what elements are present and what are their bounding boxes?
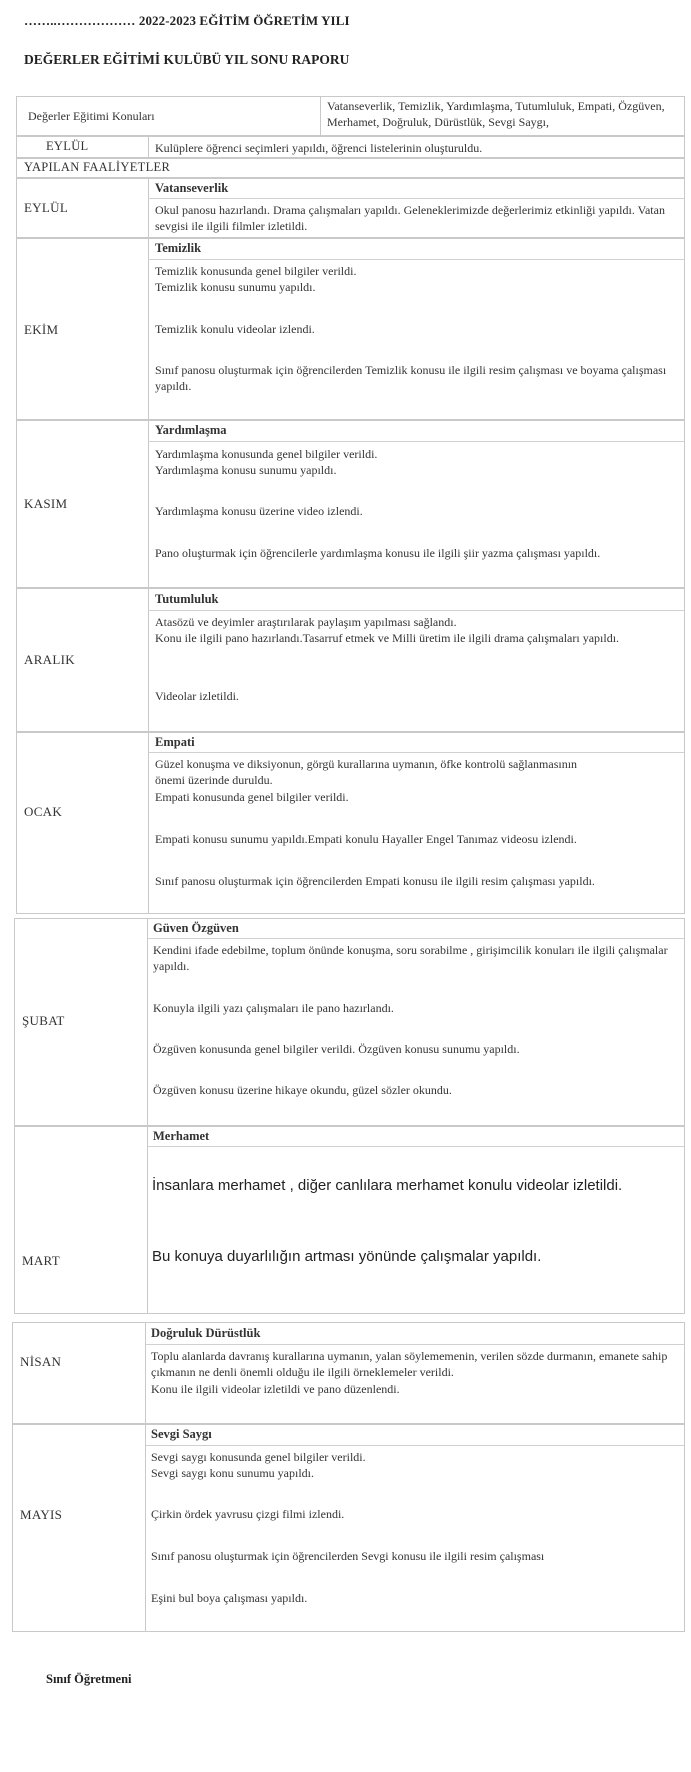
- activity-text: Bu konuya duyarlılığın artması yönünde çalışmalar yapıldı.: [152, 1248, 542, 1265]
- activity-text: Sevgi saygı konusunda genel bilgiler verildi.: [151, 1450, 366, 1464]
- activity-text: Eşini bul boya çalışması yapıldı.: [151, 1591, 308, 1605]
- activity-text: Özgüven konusunda genel bilgiler verildi. Özgüven konusu sunumu yapıldı.: [153, 1042, 520, 1056]
- activity-text: Konu ile ilgili pano hazırlandı.Tasarruf etmek ve Milli üretim ile ilgili drama çalışmaları yapıldı.: [155, 631, 620, 645]
- month-label: ŞUBAT: [22, 1013, 65, 1028]
- month-label: MART: [22, 1253, 60, 1268]
- activity-text: Güzel konuşma ve diksiyonun, görgü kurallarına uymanın, öfke kontrolü sağlanmasının önemi üzerinde duruldu.: [155, 757, 578, 787]
- activity-text: Pano oluşturmak için öğrencilerle yardımlaşma konusu ile ilgili şiir yazma çalışması yapıldı.: [155, 546, 601, 560]
- activity-text: İnsanlara merhamet , diğer canlılara merhamet konulu videolar izletildi.: [152, 1177, 623, 1194]
- month-label: OCAK: [24, 804, 63, 819]
- year-line: ……..……………… 2022-2023 EĞİTİM ÖĞRETİM YILI: [24, 13, 350, 28]
- activity-text: Temizlik konusunda genel bilgiler verildi.: [155, 264, 357, 278]
- eylul-intro-month: EYLÜL: [46, 139, 89, 153]
- month-label: ARALIK: [24, 652, 75, 667]
- topic-heading: Doğruluk Dürüstlük: [151, 1326, 261, 1340]
- activity-text: Sınıf panosu oluşturmak için öğrencilerden Temizlik konusu ile ilgili resim çalışması ve boyama çalışması yapıldı.: [155, 363, 667, 393]
- topic-heading: Sevgi Saygı: [151, 1427, 212, 1441]
- activity-text: Sevgi saygı konu sunumu yapıldı.: [151, 1466, 314, 1480]
- month-block-mart: [14, 1126, 685, 1314]
- activity-text: Temizlik konulu videolar izlendi.: [155, 322, 315, 336]
- activity-text: Yardımlaşma konusu üzerine video izlendi.: [155, 504, 363, 518]
- topic-heading: Empati: [155, 735, 195, 749]
- topics-label: Değerler Eğitimi Konuları: [28, 109, 155, 123]
- eylul-intro-text: Kulüplere öğrenci seçimleri yapıldı, öğrenci listelerinin oluşturuldu.: [155, 141, 483, 155]
- report-title: DEĞERLER EĞİTİMİ KULÜBÜ YIL SONU RAPORU: [24, 52, 350, 67]
- activity-text: Okul panosu hazırlandı. Drama çalışmaları yapıldı. Geleneklerimizde değerlerimiz etkinliği yapıldı. Vatan sevgisi ile ilgili filmler izletildi.: [155, 203, 665, 233]
- signature-label: Sınıf Öğretmeni: [46, 1672, 132, 1686]
- month-label: EYLÜL: [24, 200, 69, 215]
- activity-text: Sınıf panosu oluşturmak için öğrencilerden Empati konusu ile ilgili resim çalışması yapıldı.: [155, 874, 595, 888]
- activity-text: Sınıf panosu oluşturmak için öğrencilerden Sevgi konusu ile ilgili resim çalışması: [151, 1549, 545, 1563]
- activity-text: Temizlik konusu sunumu yapıldı.: [155, 280, 316, 294]
- activities-header: YAPILAN FAALİYETLER: [24, 160, 171, 174]
- activity-text: Konu ile ilgili videolar izletildi ve pano düzenlendi.: [151, 1382, 400, 1396]
- month-label: NİSAN: [20, 1354, 62, 1369]
- activity-text: Yardımlaşma konusu sunumu yapıldı.: [155, 463, 337, 477]
- topic-heading: Vatanseverlik: [155, 181, 229, 195]
- activity-text: Videolar izletildi.: [155, 689, 239, 703]
- activity-text: Empati konusunda genel bilgiler verildi.: [155, 790, 349, 804]
- topics-value: Vatanseverlik, Temizlik, Yardımlaşma, Tutumluluk, Empati, Özgüven, Merhamet, Doğruluk, Dürüstlük, Sevgi Saygı,: [327, 99, 665, 129]
- month-label: MAYIS: [20, 1507, 63, 1522]
- activity-text: Çirkin ördek yavrusu çizgi filmi izlendi.: [151, 1507, 345, 1521]
- topic-heading: Temizlik: [155, 241, 202, 255]
- month-label: EKİM: [24, 322, 59, 337]
- topic-heading: Güven Özgüven: [153, 921, 239, 935]
- activity-text: Empati konusu sunumu yapıldı.Empati konulu Hayaller Engel Tanımaz videosu izlendi.: [155, 832, 577, 846]
- activity-text: Konuyla ilgili yazı çalışmaları ile pano hazırlandı.: [153, 1001, 394, 1015]
- topic-heading: Merhamet: [153, 1129, 210, 1143]
- activity-text: Kendini ifade edebilme, toplum önünde konuşma, soru sorabilme , girişimcilik konuları ile ilgili çalışmalar yapıldı.: [153, 943, 668, 973]
- activity-text: Özgüven konusu üzerine hikaye okundu, güzel sözler okundu.: [153, 1083, 452, 1097]
- topic-heading: Yardımlaşma: [155, 423, 227, 437]
- activity-text: Atasözü ve deyimler araştırılarak paylaşım yapılması sağlandı.: [155, 615, 457, 629]
- topic-heading: Tutumluluk: [155, 592, 219, 606]
- month-label: KASIM: [24, 496, 68, 511]
- activity-text: Toplu alanlarda davranış kurallarına uymanın, yalan söylememenin, verilen sözde durmanın, emanete sahip çıkmanın ne denli önemli olduğu ile ilgili örneklemeler verildi.: [151, 1349, 668, 1379]
- activity-text: Yardımlaşma konusunda genel bilgiler verildi.: [155, 447, 378, 461]
